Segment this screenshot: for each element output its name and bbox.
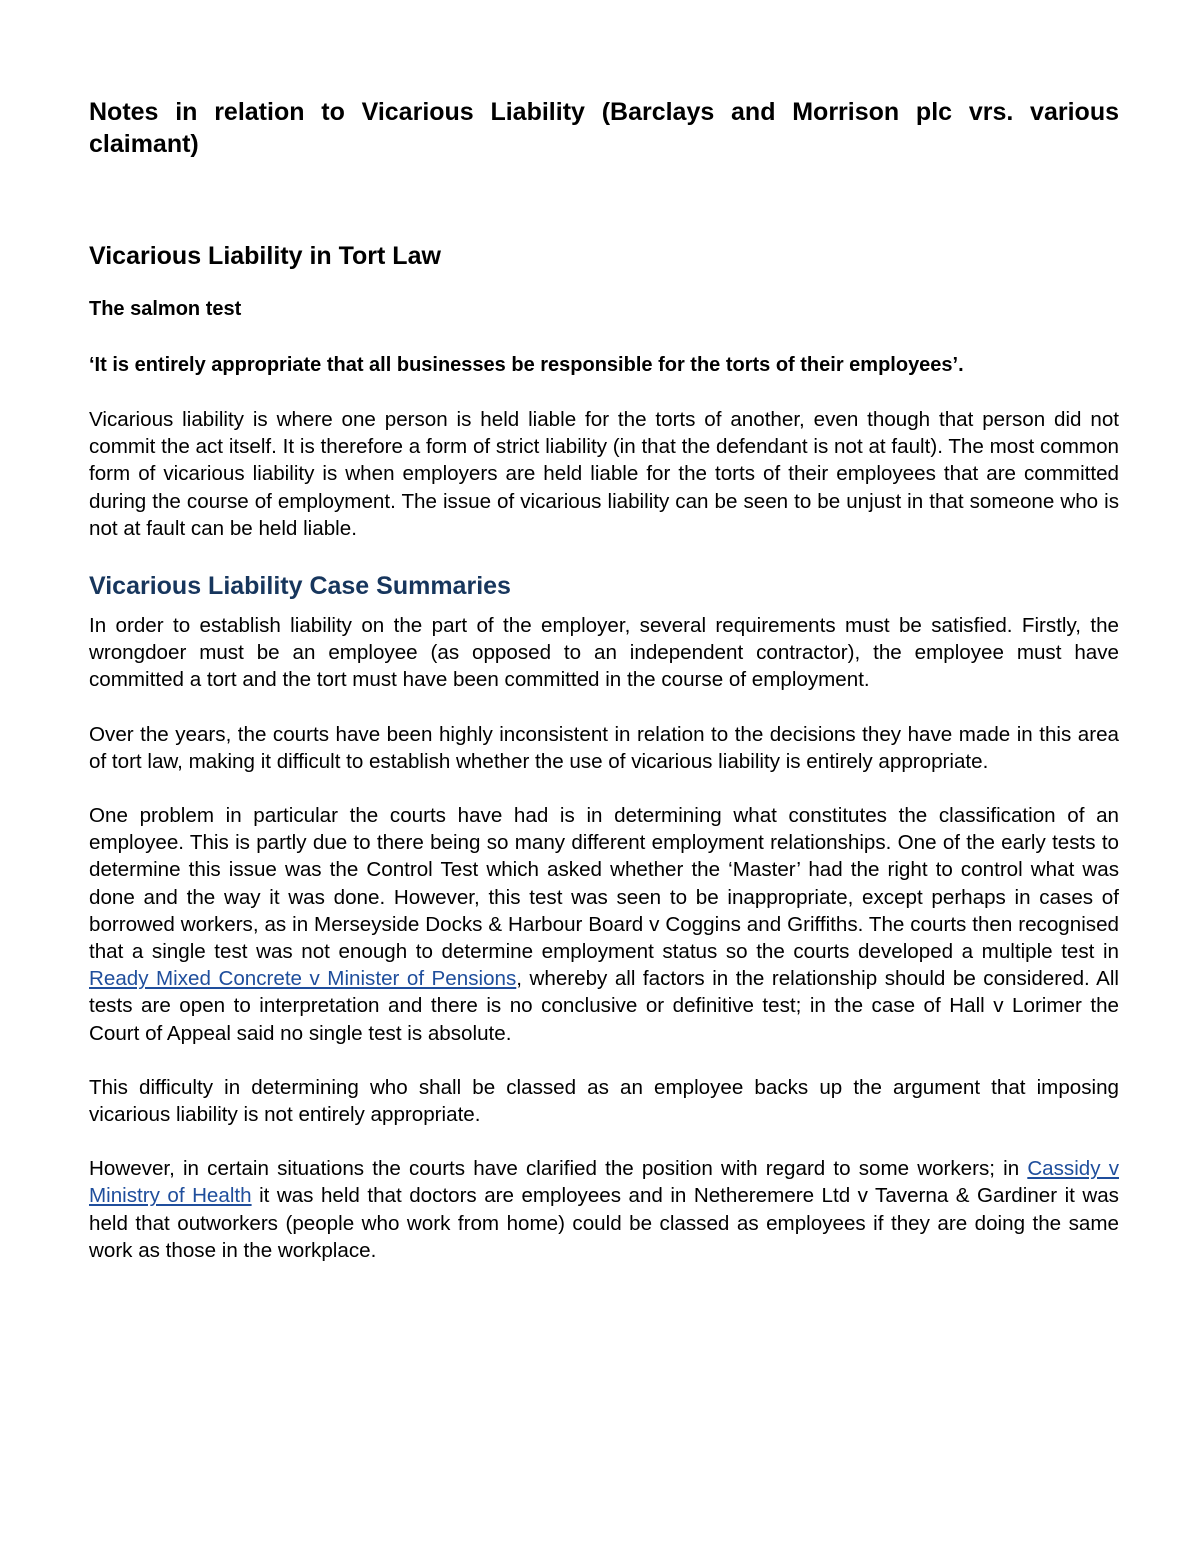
spacer	[89, 323, 1119, 352]
spacer	[89, 272, 1119, 296]
classification-text-2: , whereby all factors in the relationship should be considered. All tests are open to interpretation and there is no conclusive or definitive test; in the case of Hall v Lorimer the Court of Appeal said no single test is absolute.	[89, 967, 1119, 1045]
subheading-salmon-test: The salmon test	[89, 298, 242, 320]
difficulty-paragraph: This difficulty in determining who shall be classed as an employee backs up the argument that imposing vicarious liability is not entirely appropriate.	[89, 1075, 1119, 1127]
spacer	[89, 602, 1119, 612]
document-page	[89, 96, 1119, 1264]
inconsistency-paragraph: Over the years, the courts have been highly inconsistent in relation to the decisions they have made in this area of tort law, making it difficult to establish whether the use of vicarious liability is entirely appropriate.	[89, 722, 1119, 773]
intro-paragraph: Vicarious liability is where one person is held liable for the torts of another, even though that person did not commit the act itself. It is therefore a form of strict liability (in that the defendant is not at fault). The most common form of vicarious liability is when employers are held liable for the torts of their employees that are committed during the course of employment. The issue of vicarious liability can be seen to be unjust in that someone who is not at fault can be held liable.	[89, 408, 1119, 540]
document-title: Notes in relation to Vicarious Liability (Barclays and Morrison plc vrs. various claimant)	[89, 98, 1119, 158]
section-heading: Vicarious Liability in Tort Law	[89, 242, 441, 270]
case-summaries-heading: Vicarious Liability Case Summaries	[89, 572, 511, 601]
clarified-text-2: it was held that doctors are employees and in Netheremere Ltd v Taverna & Gardiner it was held that outworkers (people who work from home) could be classed as employees if they are doing the same work as those in the workplace.	[89, 1184, 1119, 1262]
salmon-quote: ‘It is entirely appropriate that all businesses be responsible for the torts of their employees’.	[89, 354, 964, 376]
spacer	[89, 1047, 1119, 1074]
cassidy-link[interactable]: Cassidy v Ministry of Health	[89, 1157, 1119, 1208]
spacer	[89, 160, 1119, 240]
ready-mixed-concrete-link[interactable]: Ready Mixed Concrete v Minister of Pensions	[89, 967, 517, 991]
requirements-paragraph: In order to establish liability on the part of the employer, several requirements must be satisfied. Firstly, the wrongdoer must be an employee (as opposed to an independent contractor), the employee must have committed a tort and the tort must have been committed in the course of employment.	[89, 614, 1119, 692]
classification-paragraph	[89, 802, 1119, 1047]
classification-text-1: One problem in particular the courts have had is in determining what constitutes the classification of an employee. This is partly due to there being so many different employment relationships. One of the early tests to determine this issue was the Control Test which asked whether the ‘Master’ had the right to control what was done and the way it was done. However, this test was seen to be inappropriate, except perhaps in cases of borrowed workers, as in Merseyside Docks & Harbour Board v Coggins and Griffiths. The courts then recognised that a single test was not enough to determine employment status so the courts developed a multiple test in	[89, 804, 1119, 964]
spacer	[89, 694, 1119, 721]
spacer	[89, 1128, 1119, 1155]
spacer	[89, 775, 1119, 802]
clarified-paragraph	[89, 1155, 1119, 1264]
clarified-text-1: However, in certain situations the courts have clarified the position with regard to some workers; in	[89, 1157, 1028, 1181]
spacer	[89, 379, 1119, 406]
spacer	[89, 542, 1119, 570]
